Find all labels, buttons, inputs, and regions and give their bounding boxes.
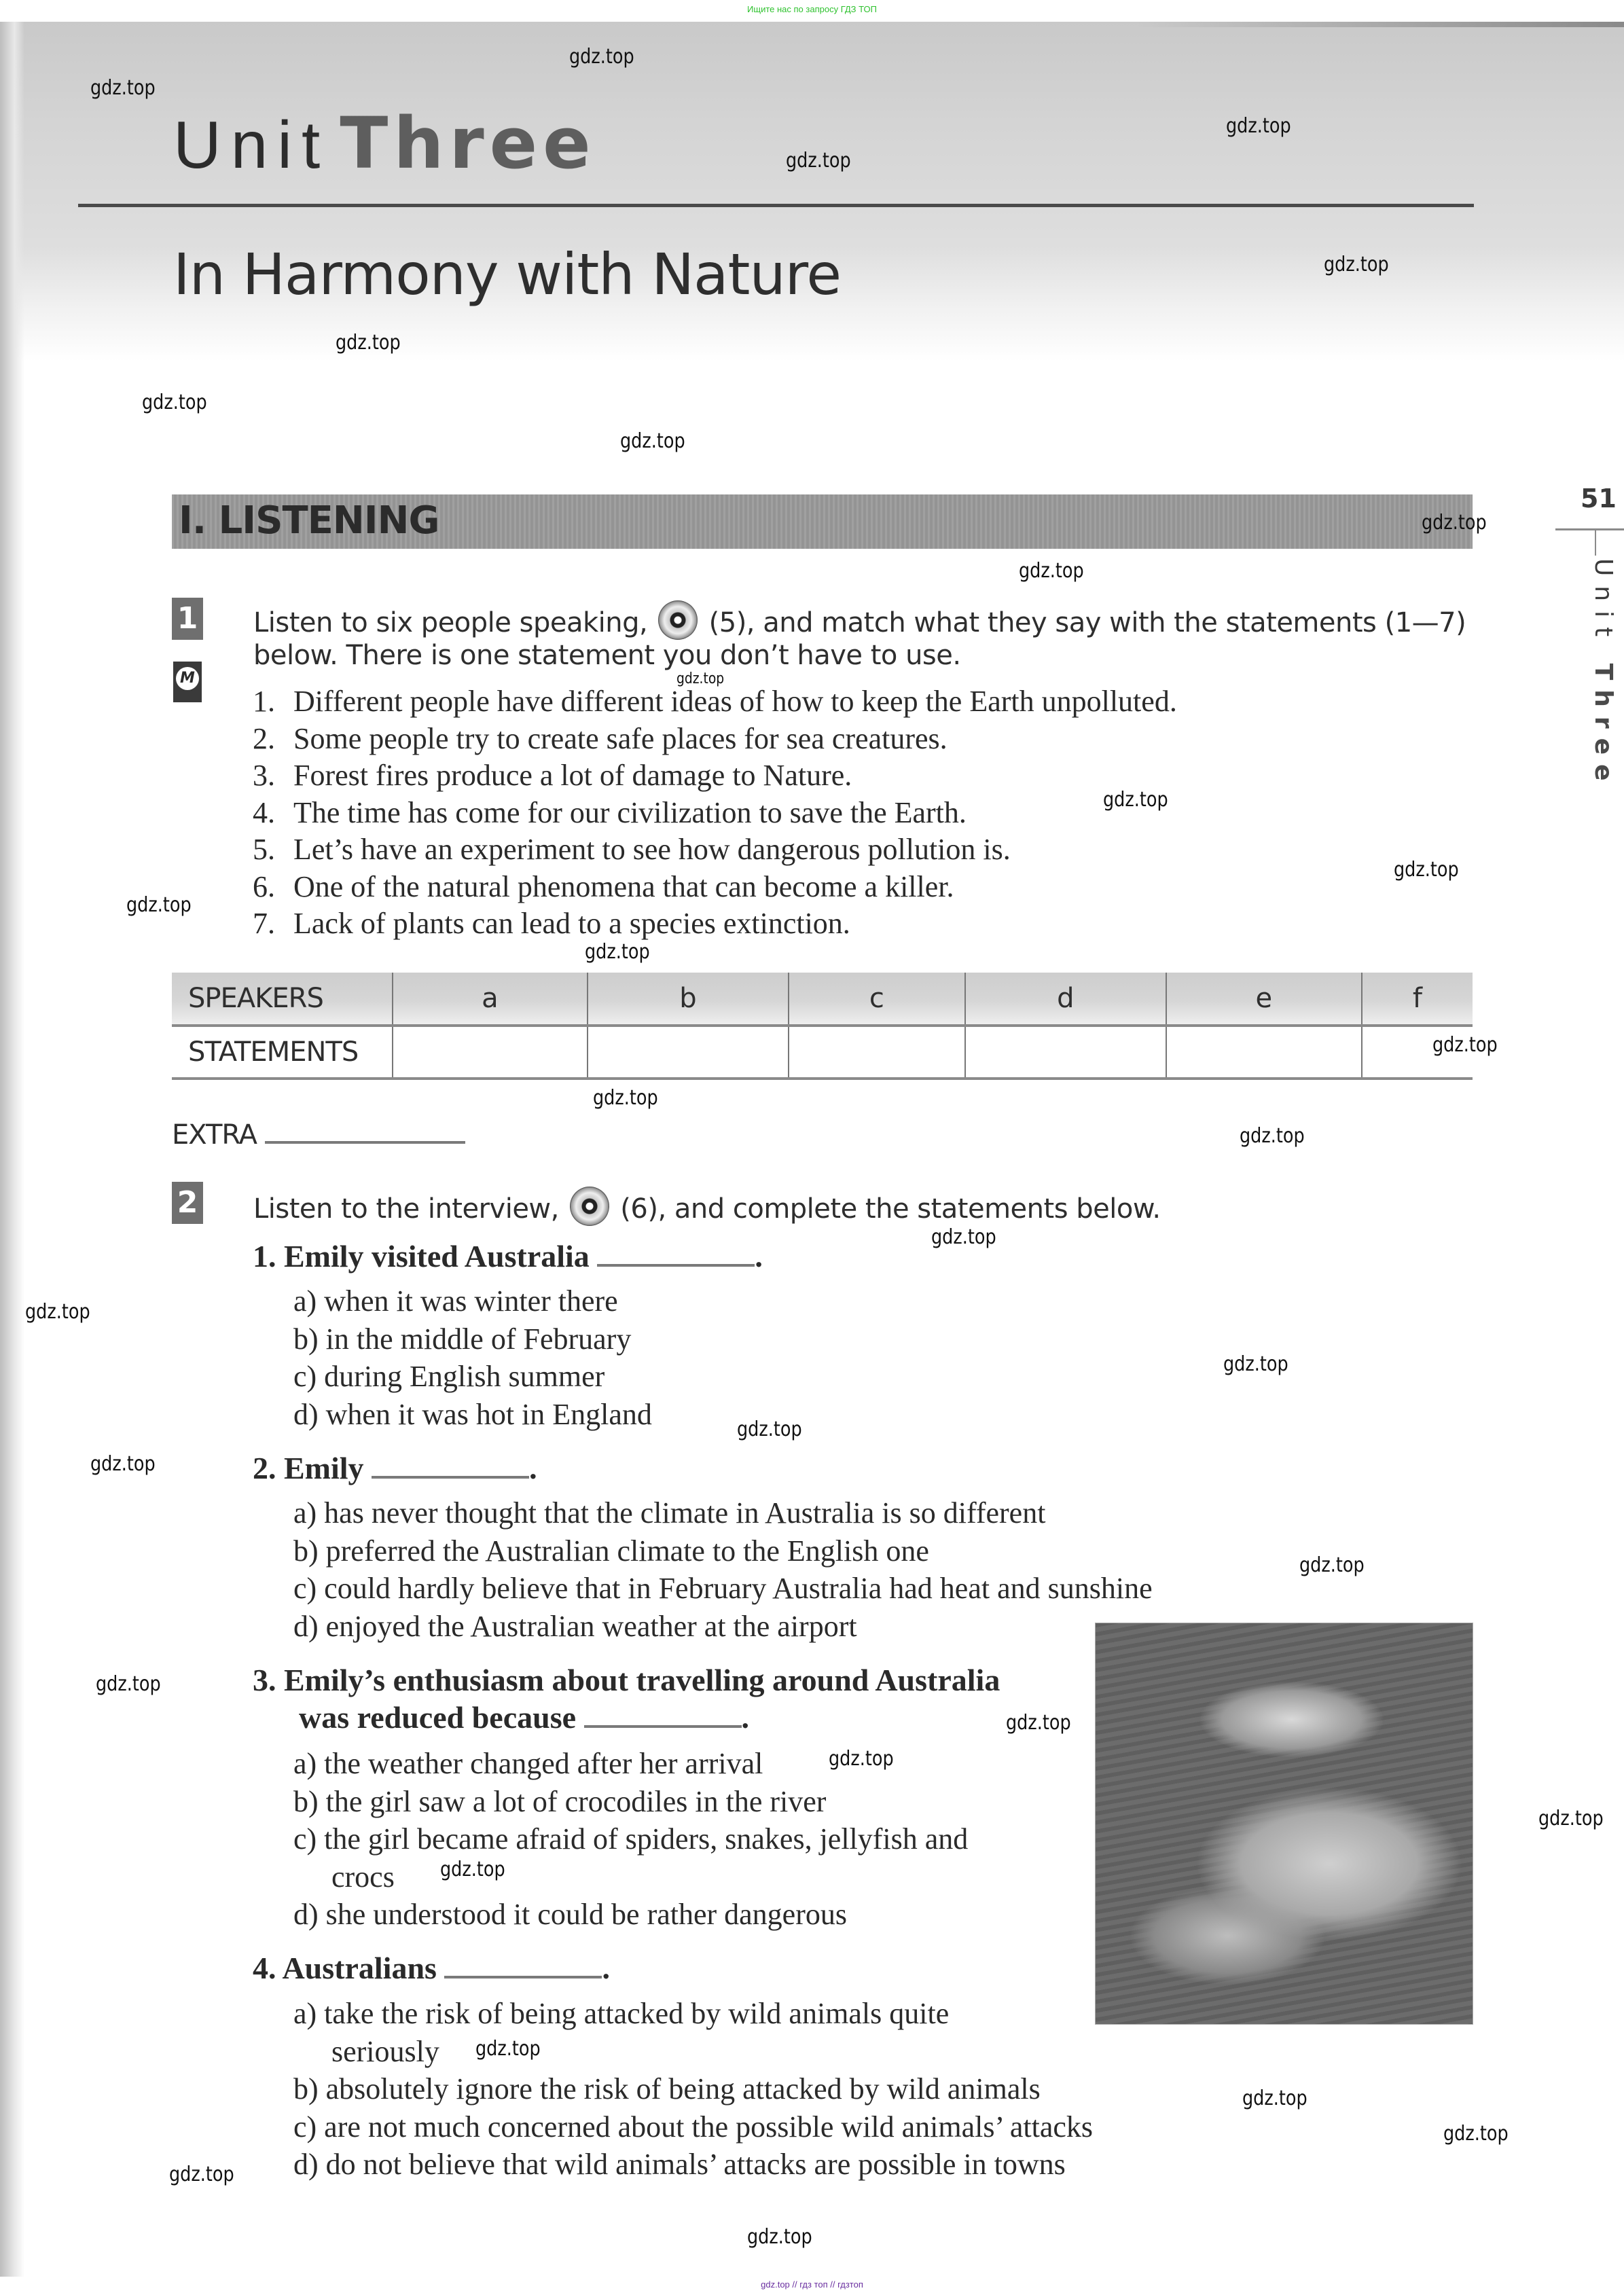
watermark: gdz.top [126,893,192,917]
option-item-continued: seriously [331,2034,439,2068]
option-item: c) during English summer [293,1360,605,1393]
answer-blank[interactable] [444,1976,602,1978]
extra-label: EXTRA [172,1119,257,1151]
audio-cd-icon [570,1187,609,1226]
answer-blank[interactable] [584,1725,742,1728]
option-item: a) the weather changed after her arrival [293,1747,763,1780]
section-title: I. LISTENING [179,499,439,543]
speaker-cell: d [965,973,1166,1026]
option-item: d) when it was hot in England [293,1397,652,1431]
question-4: 4. Australians . [253,1951,610,1985]
side-unit-label: Unit [1589,558,1617,647]
question-3-options [293,1745,968,1934]
top-banner-text: Ищите нас по запросу ГДЗ ТОП [747,4,877,14]
page-number: 51 [1581,484,1617,513]
matching-table [172,973,1473,1080]
answer-blank[interactable] [597,1264,755,1267]
list-item: 3. Forest fires produce a lot of damage to Nature. [253,759,852,792]
watermark: gdz.top [620,429,685,453]
crocodile-photo [1095,1623,1473,2025]
watermark: gdz.top [142,391,207,414]
option-item: c) could hardly believe that in February Australia had heat and sunshine [293,1572,1153,1605]
table-row-speakers [172,973,1473,1026]
watermark: gdz.top [1223,1352,1288,1376]
question-4-options [293,1995,1093,2184]
table-row-statements [172,1026,1473,1079]
answer-cell[interactable] [965,1026,1166,1079]
list-item: 6. One of the natural phenomena that can become a killer. [253,869,954,903]
answer-blank[interactable] [372,1476,529,1479]
answer-cell[interactable] [789,1026,965,1079]
option-item: d) do not believe that wild animals’ attacks are possible in towns [293,2148,1066,2181]
watermark: gdz.top [1019,559,1084,583]
title-divider [78,204,1474,207]
list-item: 5. Let’s have an experiment to see how dangerous pollution is. [253,833,1011,866]
list-item: 2. Some people try to create safe places for sea creatures. [253,721,948,755]
question-2: 2. Emily . [253,1451,537,1485]
list-item: 4. The time has come for our civilization to save the Earth. [253,795,967,829]
speaker-cell: a [393,973,588,1026]
watermark: gdz.top [747,2225,812,2249]
statement-list [253,683,1177,943]
watermark: gdz.top [1432,1033,1498,1057]
answer-cell[interactable] [588,1026,789,1079]
watermark: gdz.top [90,1452,156,1476]
audio-cd-icon [658,600,698,640]
section-header-listening [172,494,1473,549]
top-banner [0,0,1624,22]
speaker-cell: e [1166,973,1362,1026]
watermark: gdz.top [336,331,401,355]
side-unit-name: Three [1589,663,1617,791]
watermark: gdz.top [569,45,634,69]
question-1-options [293,1282,652,1433]
question-1: 1. Emily visited Australia . [253,1239,763,1273]
bottom-banner-text: gdz.top // гдз топ // гдзтоп [761,2279,863,2290]
option-item: b) absolutely ignore the risk of being attacked by wild animals [293,2072,1041,2106]
extra-field [172,1119,465,1151]
option-item: a) when it was winter there [293,1284,618,1318]
exercise-number-badge: 2 [172,1182,203,1224]
side-divider-vertical [1595,528,1596,556]
unit-heading [173,102,596,185]
watermark: gdz.top [1103,788,1168,812]
option-item: d) she understood it could be rather dangerous [293,1898,847,1931]
watermark: gdz.top [25,1300,90,1324]
option-item-continued: crocs [331,1860,395,1894]
watermark: gdz.top [1538,1807,1604,1830]
watermark: gdz.top [1226,114,1291,138]
option-item: d) enjoyed the Australian weather at the airport [293,1609,857,1643]
unit-label: Unit [173,107,330,182]
watermark: gdz.top [440,1858,505,1881]
watermark: gdz.top [1242,2086,1307,2110]
chapter-title: In Harmony with Nature [173,241,842,308]
watermark: gdz.top [96,1672,161,1696]
watermark: gdz.top [786,149,851,173]
option-item: c) the girl became afraid of spiders, snakes, jellyfish and [293,1822,969,1856]
row-header-statements: STATEMENTS [188,1036,359,1068]
extra-blank[interactable] [265,1141,465,1144]
watermark: gdz.top [1324,253,1389,276]
watermark: gdz.top [1299,1553,1365,1577]
watermark: gdz.top [931,1225,996,1249]
answer-cell[interactable] [1166,1026,1362,1079]
option-item: b) the girl saw a lot of crocodiles in the river [293,1784,827,1818]
watermark: gdz.top [676,670,725,687]
watermark: gdz.top [1394,858,1459,882]
answer-cell[interactable] [393,1026,588,1079]
watermark: gdz.top [1422,511,1487,535]
option-item: c) are not much concerned about the possible wild animals’ attacks [293,2110,1093,2144]
watermark: gdz.top [1443,2122,1509,2146]
question-3: 3. Emily’s enthusiasm about travelling around Australia was reduced because . [253,1663,1000,1735]
option-item: a) has never thought that the climate in Australia is so different [293,1496,1046,1530]
exercise2-instruction: Listen to the interview, (6), and complete the statements below. [253,1187,1161,1226]
exercise1-instruction: Listen to six people speaking, (5), and match what they say with the statements (1—7) below. There is one statement you don’t have to use. [253,600,1466,672]
row-header-speakers: SPEAKERS [172,973,393,1026]
watermark: gdz.top [1240,1124,1305,1148]
question-2-options [293,1494,1153,1645]
bottom-banner [0,2277,1624,2295]
option-item: a) take the risk of being attacked by wild animals quite [293,1997,950,2030]
watermark: gdz.top [829,1747,894,1771]
list-item: 1. Different people have different ideas of how to keep the Earth unpolluted. [253,685,1177,718]
watermark: gdz.top [1006,1711,1071,1735]
side-divider [1555,528,1624,530]
watermark: gdz.top [169,2163,234,2186]
watermark: gdz.top [585,940,650,964]
option-item: b) in the middle of February [293,1322,632,1356]
speaker-cell: f [1362,973,1473,1026]
exercise-number-badge: 1 [172,598,203,640]
speaker-cell: b [588,973,789,1026]
list-item: 7. Lack of plants can lead to a species extinction. [253,907,850,940]
unit-name: Three [340,102,596,185]
side-unit-tab [1589,558,1617,791]
watermark: gdz.top [737,1417,802,1441]
m-marker-icon: M [173,662,202,702]
watermark: gdz.top [475,2037,541,2061]
watermark: gdz.top [90,76,156,100]
speaker-cell: c [789,973,965,1026]
option-item: b) preferred the Australian climate to the English one [293,1534,929,1568]
watermark: gdz.top [593,1086,658,1110]
